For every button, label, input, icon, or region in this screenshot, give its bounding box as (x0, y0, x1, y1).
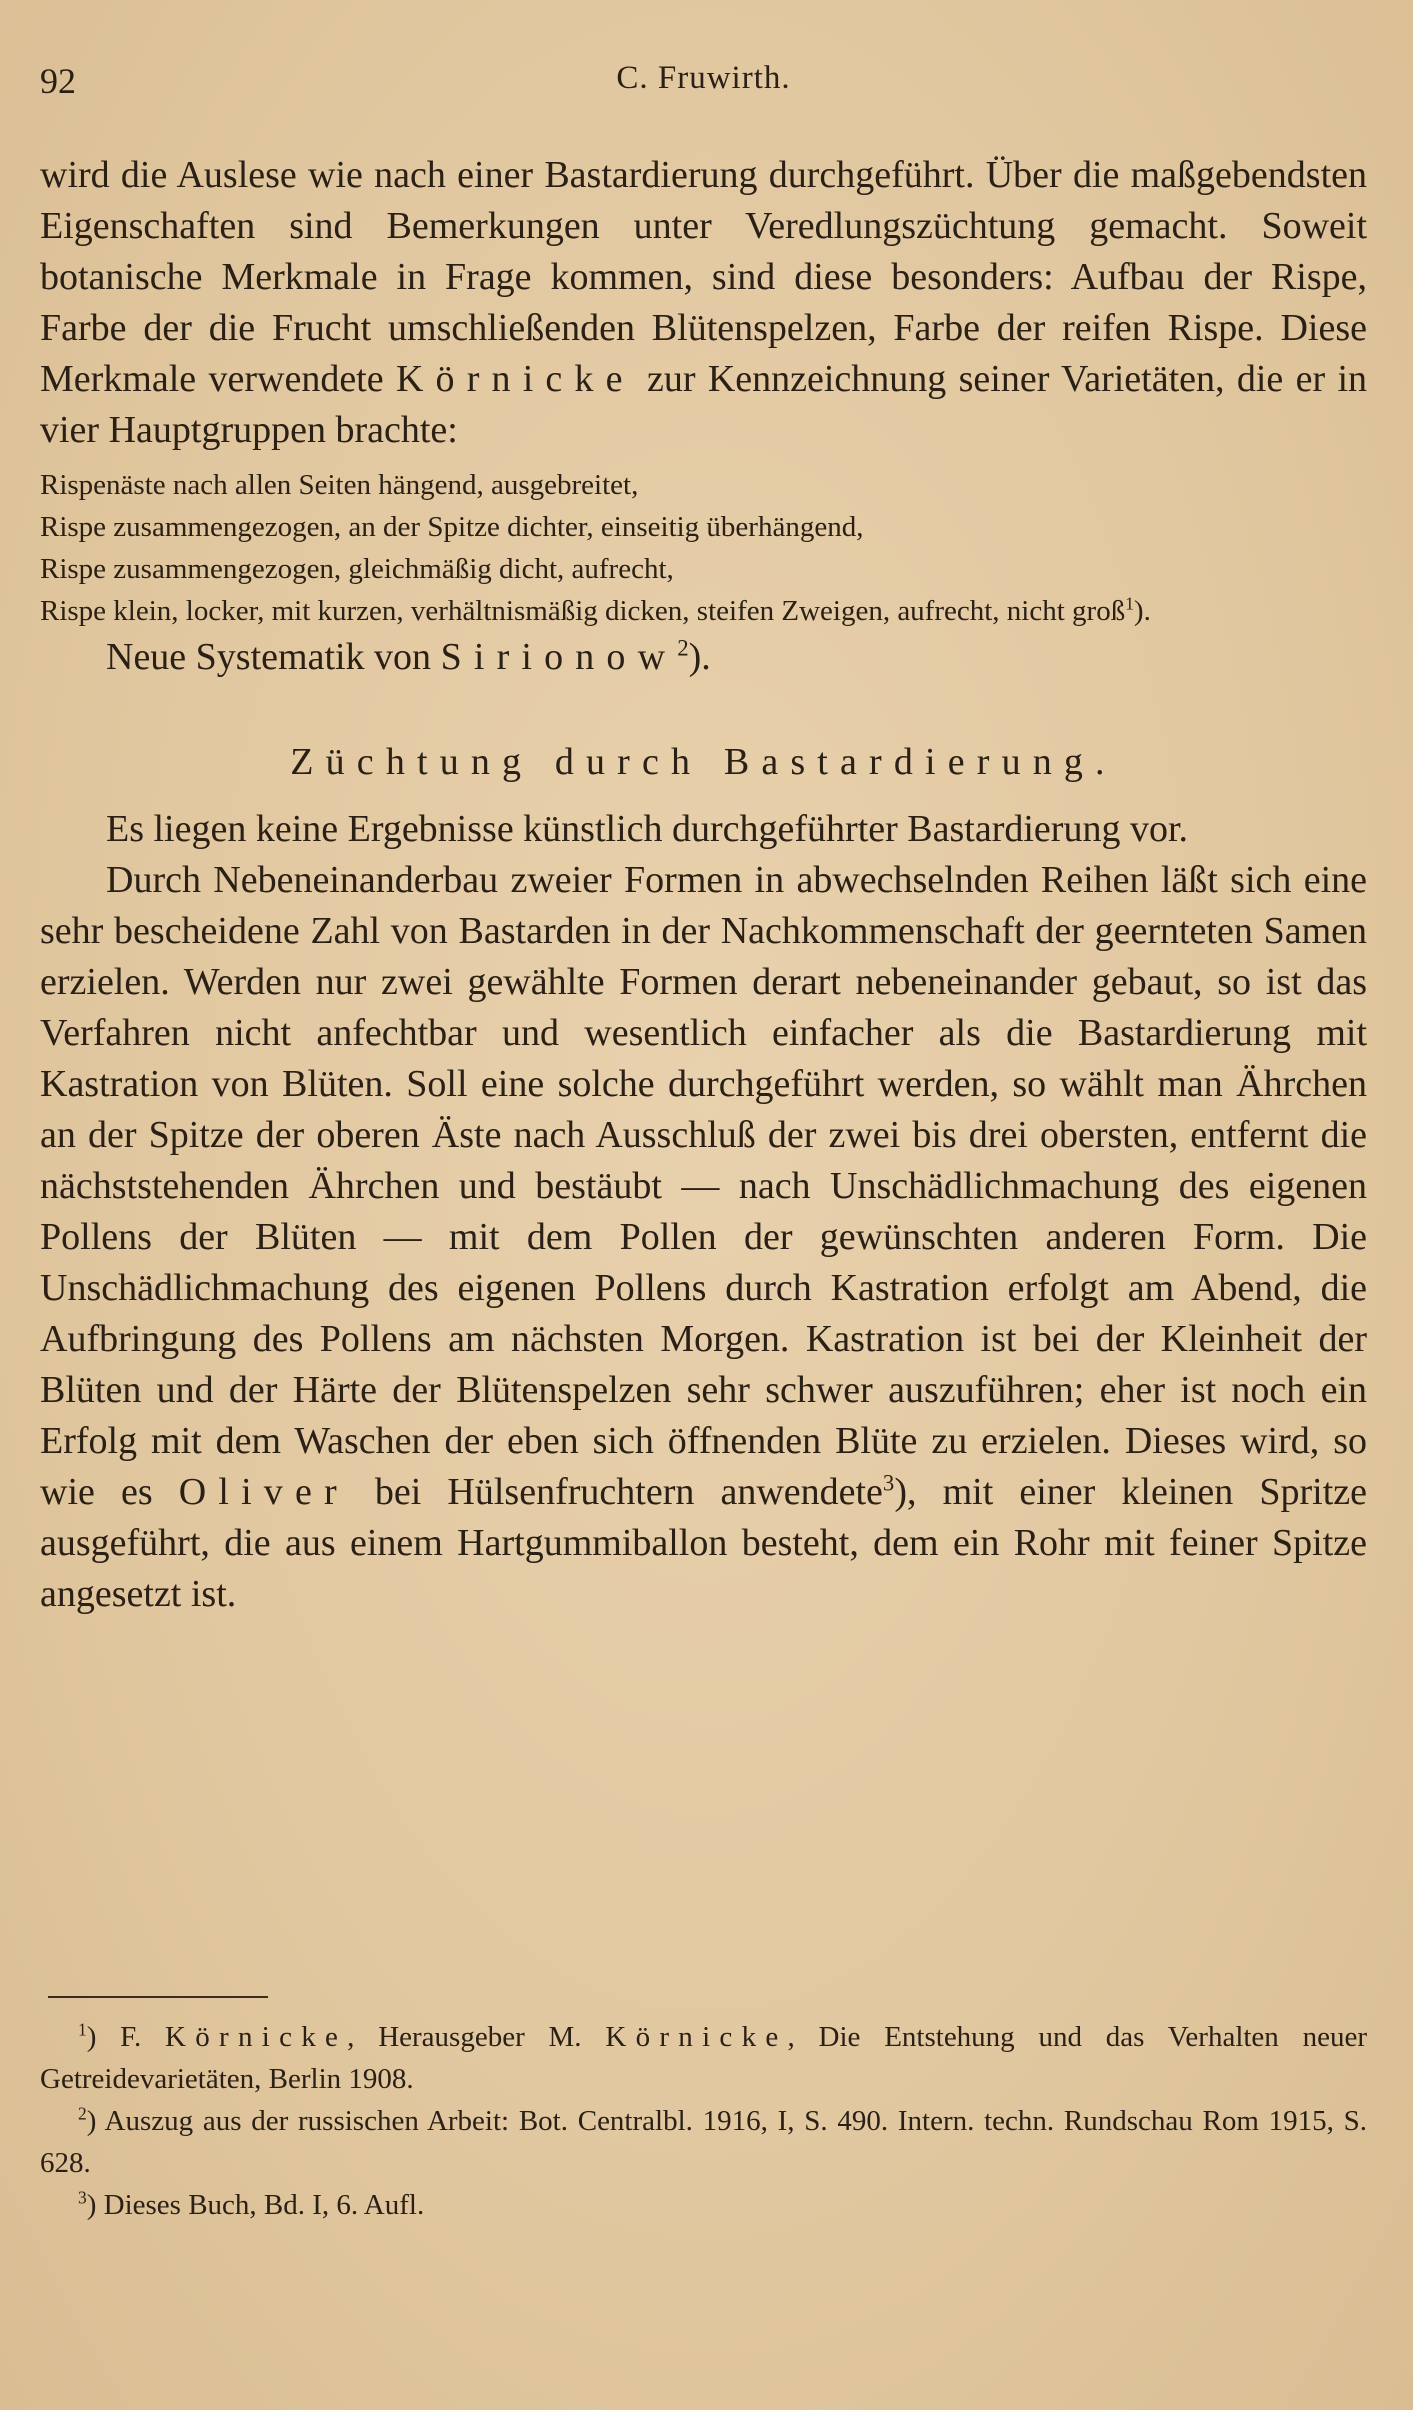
running-head: C. Fruwirth. (616, 60, 791, 96)
author-name: Körnicke (605, 2021, 788, 2053)
author-name: Körnicke (165, 2021, 348, 2053)
section-heading: Züchtung durch Bastardierung. (290, 741, 1117, 783)
page-number: 92 (40, 61, 76, 101)
footnote-1: $^1$) F. Körnicke, Herausgeber M. Körnicke, Die Entstehung und das Verhalten neuer Getreidevarietäten, Berlin 1908. (40, 2019, 1367, 2095)
paragraph-ergebnisse: Es liegen keine Ergebnisse künstlich durchgeführter Bastardierung vor. (106, 808, 1188, 850)
author-name: Oliver (178, 1471, 349, 1513)
list-item: Rispenäste nach allen Seiten hängend, ausgebreitet, (40, 469, 639, 501)
paragraph-nebeneinanderbau: Durch Nebeneinanderbau zweier Formen in abwechselnden Reihen läßt sich eine sehr bescheidene Zahl von Bastarden in der Nachkommenschaft der geernteten Samen erzielen. Werden nur zwei gewählte Formen derart nebeneinander gebaut, so ist das Verfahren nicht anfechtbar und wesentlich einfacher als die Bastardierung mit Kastration von Blüten. Soll eine solche durchgeführt werden, so wählt man Ährchen an der Spitze der oberen Äste nach Ausschluß der zwei bis drei obersten, entfernt die nächststehenden Ährchen und bestäubt — nach Unschädlichmachung des eigenen Pollens der Blüten — mit dem Pollen der gewünschten anderen Form. Die Unschädlichmachung des eigenen Pollens durch Kastration erfolgt am Abend, die Aufbringung des Pollens am nächsten Morgen. Kastration ist bei der Kleinheit der Blüten und der Härte der Blütenspelzen sehr schwer auszuführen; eher ist noch ein Erfolg mit dem Waschen der eben sich öffnenden Blüte zu erzielen. Dieses wird, so wie es Oliver bei Hülsenfruchtern anwendete$^3$), mit einer kleinen Spritze ausgeführt, die aus einem Hartgummiballon besteht, dem ein Rohr mit feiner Spitze angesetzt ist. (40, 859, 1368, 1615)
page-header (40, 60, 1367, 110)
footnote-ref[interactable]: 1 (1125, 593, 1134, 614)
author-name: Körnicke (395, 358, 635, 400)
list-item: Rispe zusammengezogen, an der Spitze dichter, einseitig überhängend, (40, 511, 864, 543)
footnote-divider (48, 1996, 268, 1998)
footnote-ref[interactable]: 3 (882, 1470, 895, 1496)
variety-groups-list (40, 464, 1367, 632)
footnotes (40, 1996, 1367, 2226)
paragraph-systematik: Neue Systematik von Sirionow$^2$). (106, 635, 711, 678)
footnote-3: $^3$) Dieses Buch, Bd. I, 6. Aufl. (78, 2187, 425, 2221)
paragraph-auslese: wird die Auslese wie nach einer Bastardierung durchgeführt. Über die maßgebendsten Eigenschaften sind Bemerkungen unter Veredlungszüchtung gemacht. Soweit botanische Merkmale in Frage kommen, sind diese besonders: Aufbau der Rispe, Farbe der die Frucht umschließenden Blütenspelzen, Farbe der reifen Rispe. Diese Merkmale verwendete Körnicke zur Kennzeichnung seiner Varietäten, die er in vier Hauptgruppen brachte: (40, 154, 1368, 451)
author-name: Sirionow (440, 636, 678, 678)
list-item: Rispe klein, locker, mit kurzen, verhältnismäßig dicken, steifen Zweigen, aufrecht, nicht groß$^1$). (40, 593, 1151, 627)
list-item: Rispe zusammengezogen, gleichmäßig dicht, aufrecht, (40, 553, 674, 585)
main-text (40, 150, 1367, 1620)
footnote-ref[interactable]: 2 (677, 635, 689, 661)
footnote-2: $^2$) Auszug aus der russischen Arbeit: Bot. Centralbl. 1916, I, S. 490. Intern. techn. Rundschau Rom 1915, S. 628. (40, 2103, 1367, 2179)
